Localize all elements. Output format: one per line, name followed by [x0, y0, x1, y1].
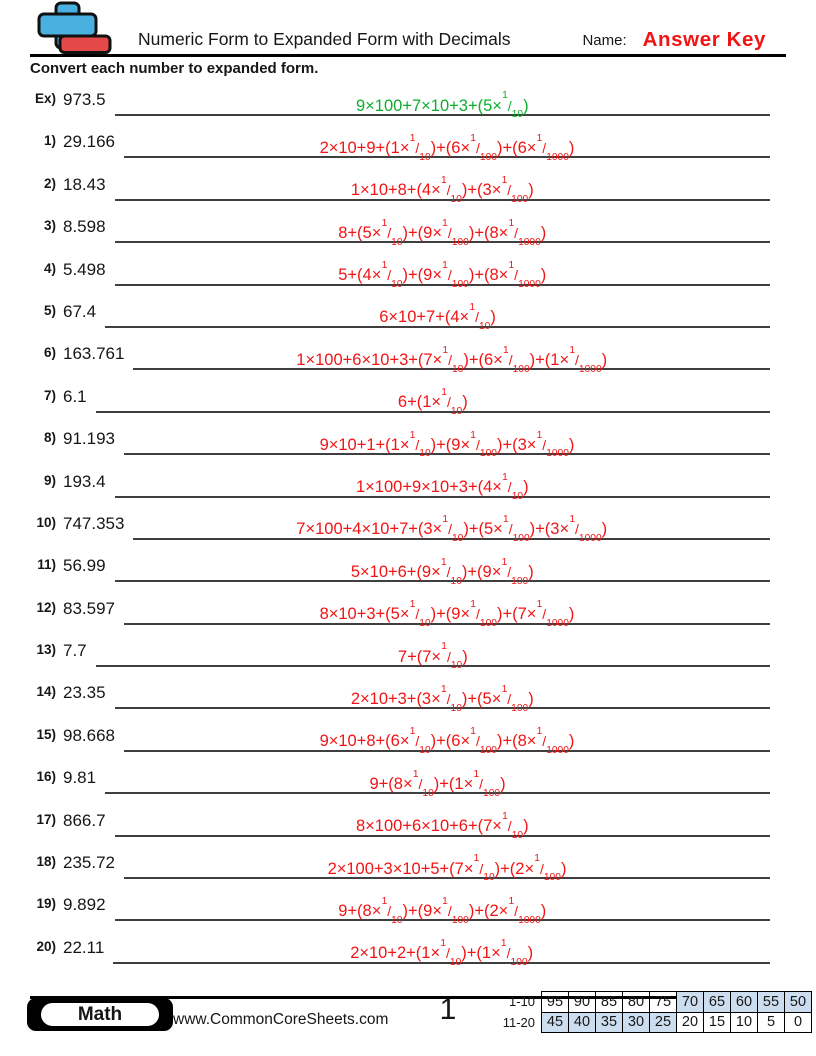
answer-line — [105, 768, 770, 799]
answer-line — [115, 175, 770, 206]
answer-line — [115, 811, 770, 841]
grade-cell: 85 — [596, 992, 623, 1013]
problem-value: 23.35 — [63, 683, 106, 703]
header-divider — [30, 54, 786, 57]
grade-cell: 55 — [758, 992, 785, 1013]
answer-text: $7+(7\times^1/_{10})$ — [397, 641, 468, 672]
problem-row — [20, 170, 816, 212]
grade-cell: 10 — [731, 1012, 758, 1033]
grade-cell: 60 — [731, 992, 758, 1013]
problem-value: 747.353 — [63, 513, 125, 533]
problem-row — [20, 806, 816, 848]
problem-row — [20, 85, 816, 127]
problems-list — [20, 85, 816, 975]
problem-number-label: 3) — [43, 218, 56, 234]
problem-number-label: 8) — [43, 430, 56, 446]
problem-row — [20, 721, 816, 763]
grade-cell: 65 — [704, 992, 731, 1013]
answer-text: $2\times 10+9+(1\times^1/_{10})+(6\times^1/_{100})+(6\times^1/_{1000})$ — [319, 132, 575, 163]
problem-number-label: 19) — [36, 896, 56, 912]
answer-text: $2\times 10+3+(3\times^1/_{10})+(5\times^1/_{100})$ — [350, 683, 534, 714]
grade-cell: 25 — [650, 1012, 677, 1033]
problem-value: 973.5 — [63, 90, 106, 109]
grade-cell: 70 — [677, 992, 704, 1013]
problem-value: 22.11 — [63, 937, 105, 957]
problem-number-label: Ex) — [34, 91, 56, 106]
grade-cell: 80 — [623, 992, 650, 1013]
problem-value: 7.7 — [63, 641, 87, 661]
answer-text: $2\times 100+3\times 10+5+(7\times^1/_{10})+(2\times^1/_{100})$ — [327, 853, 567, 884]
problem-row — [20, 848, 816, 890]
problem-number-label: 15) — [36, 726, 56, 742]
problem-row — [20, 212, 816, 254]
answer-text: $9+(8\times^1/_{10})+(1\times^1/_{100})$ — [369, 768, 506, 799]
problem-number-label: 7) — [43, 387, 56, 403]
grade-cell: 75 — [650, 992, 677, 1013]
answer-line — [105, 302, 770, 333]
problem-value: 83.597 — [63, 598, 115, 618]
problem-number-label: 18) — [36, 854, 56, 870]
answer-text: $9\times 10+1+(1\times^1/_{10})+(9\times^1/_{100})+(3\times^1/_{1000})$ — [319, 429, 575, 460]
grade-cell: 15 — [704, 1012, 731, 1033]
problem-number-label: 12) — [36, 599, 56, 615]
problem-value: 193.4 — [63, 471, 106, 491]
problem-row — [20, 509, 816, 551]
problem-value: 18.43 — [63, 174, 106, 194]
grade-cell: 30 — [623, 1012, 650, 1033]
subject-badge-label: Math — [39, 1001, 161, 1028]
problem-row — [20, 594, 816, 636]
answer-text: $2\times 10+2+(1\times^1/_{10})+(1\times^1/_{100})$ — [350, 938, 534, 969]
problem-value: 163.761 — [63, 344, 125, 364]
problem-value: 56.99 — [63, 556, 106, 576]
problem-number-label: 9) — [43, 472, 56, 488]
problem-row — [20, 890, 816, 932]
problem-row — [20, 467, 816, 509]
answer-text: $8+(5\times^1/_{10})+(9\times^1/_{100})+(8\times^1/_{1000})$ — [338, 217, 547, 248]
problem-value: 67.4 — [63, 301, 97, 321]
grade-cell: 5 — [758, 1012, 785, 1033]
problem-row — [20, 127, 816, 169]
problem-number-label: 11) — [37, 557, 56, 573]
answer-text: $1\times 100+6\times 10+3+(7\times^1/_{10})+(6\times^1/_{100})+(1\times^1/_{1000})$ — [296, 344, 608, 375]
problem-row — [20, 636, 816, 678]
problem-number-label: 6) — [43, 345, 56, 361]
answer-line — [115, 90, 770, 121]
answer-line — [96, 641, 770, 672]
answer-text: $5\times 10+6+(9\times^1/_{10})+(9\times^1/_{100})$ — [350, 556, 534, 587]
answer-line — [115, 471, 770, 502]
answer-text: $9\times 10+8+(6\times^1/_{10})+(6\times^1/_{100})+(8\times^1/_{1000})$ — [319, 726, 575, 757]
answer-line — [124, 429, 770, 460]
problem-number-label: 1) — [43, 133, 56, 149]
footer — [0, 993, 816, 1048]
answer-text: $6\times 10+7+(4\times^1/_{10})$ — [379, 302, 496, 333]
grade-table-row — [502, 1012, 812, 1033]
grade-table-row — [502, 992, 812, 1013]
answer-text: $9\times 100+7\times 10+3+(5\times^1/_{10})$ — [355, 90, 529, 121]
answer-text: $9+(8\times^1/_{10})+(9\times^1/_{100})+(2\times^1/_{1000})$ — [338, 895, 547, 926]
problem-value: 29.166 — [63, 132, 115, 152]
problem-value: 6.1 — [63, 386, 87, 406]
problem-row — [20, 382, 816, 424]
answer-line — [133, 344, 770, 375]
problem-number-label: 5) — [43, 302, 56, 318]
answer-line — [96, 387, 770, 418]
answer-line — [124, 132, 770, 163]
page-number: 1 — [439, 993, 457, 1026]
name-label: Name: — [582, 32, 627, 49]
instruction-text: Convert each number to expanded form. — [30, 60, 319, 77]
answer-line — [115, 259, 770, 290]
grade-table-body — [502, 992, 812, 1033]
grade-table — [502, 991, 812, 1033]
problem-row — [20, 297, 816, 339]
answer-line — [113, 938, 770, 969]
problem-number-label: 16) — [36, 769, 56, 785]
answer-text: $1\times 10+8+(4\times^1/_{10})+(3\times^1/_{100})$ — [350, 175, 534, 206]
grade-cell: 35 — [596, 1012, 623, 1033]
problem-number-label: 14) — [36, 684, 56, 700]
grade-range-label: 11-20 — [502, 1014, 535, 1030]
problem-row — [20, 339, 816, 381]
problem-number-label: 17) — [36, 811, 56, 827]
problem-number-label: 2) — [43, 175, 56, 191]
problem-number-label: 4) — [43, 260, 56, 276]
grade-cell: 95 — [542, 992, 569, 1013]
problem-value: 91.193 — [63, 429, 115, 449]
problem-value: 9.892 — [63, 895, 106, 915]
grade-cell: 40 — [569, 1012, 596, 1033]
grade-cell: 50 — [785, 992, 812, 1013]
problem-row — [20, 678, 816, 720]
problem-number-label: 10) — [36, 514, 56, 530]
answer-text: $5+(4\times^1/_{10})+(9\times^1/_{100})+(8\times^1/_{1000})$ — [338, 259, 547, 290]
problem-value: 9.81 — [63, 768, 97, 788]
problem-row — [20, 551, 816, 593]
answer-text: $8\times 10+3+(5\times^1/_{10})+(9\times^1/_{100})+(7\times^1/_{1000})$ — [319, 599, 575, 630]
grade-cell: 20 — [677, 1012, 704, 1033]
grade-range-label: 1-10 — [508, 994, 535, 1010]
worksheet-header — [0, 0, 816, 54]
problem-row — [20, 933, 816, 975]
grade-cell: 90 — [569, 992, 596, 1013]
problem-number-label: 20) — [36, 938, 56, 954]
answer-key-text: Answer Key — [642, 28, 766, 51]
answer-line — [115, 217, 770, 248]
problem-row — [20, 424, 816, 466]
problem-value: 98.668 — [63, 725, 115, 745]
problem-value: 5.498 — [63, 259, 106, 279]
grade-cell: 45 — [542, 1012, 569, 1033]
answer-line — [124, 726, 770, 757]
problem-value: 235.72 — [63, 853, 115, 873]
answer-text: $1\times 100+9\times 10+3+(4\times^1/_{10})$ — [355, 471, 529, 502]
website-text: www.CommonCoreSheets.com — [173, 1011, 389, 1028]
problem-row — [20, 763, 816, 805]
answer-line — [124, 599, 770, 630]
answer-text: $7\times 100+4\times 10+7+(3\times^1/_{10})+(5\times^1/_{100})+(3\times^1/_{1000})$ — [296, 514, 608, 545]
answer-line — [133, 514, 770, 545]
plus-minus-logo-icon — [36, 1, 114, 55]
answer-text: $6+(1\times^1/_{10})$ — [397, 387, 468, 418]
grade-cell: 0 — [785, 1012, 812, 1033]
answer-line — [115, 895, 770, 926]
problem-number-label: 13) — [36, 642, 56, 658]
problem-value: 866.7 — [63, 810, 106, 830]
answer-line — [115, 556, 770, 587]
answer-line — [124, 853, 770, 884]
answer-text: $8\times 100+6\times 10+6+(7\times^1/_{10})$ — [355, 811, 529, 841]
worksheet-title: Numeric Form to Expanded Form with Decimals — [138, 29, 511, 49]
answer-line — [115, 683, 770, 714]
problem-row — [20, 255, 816, 297]
problem-value: 8.598 — [63, 217, 106, 237]
